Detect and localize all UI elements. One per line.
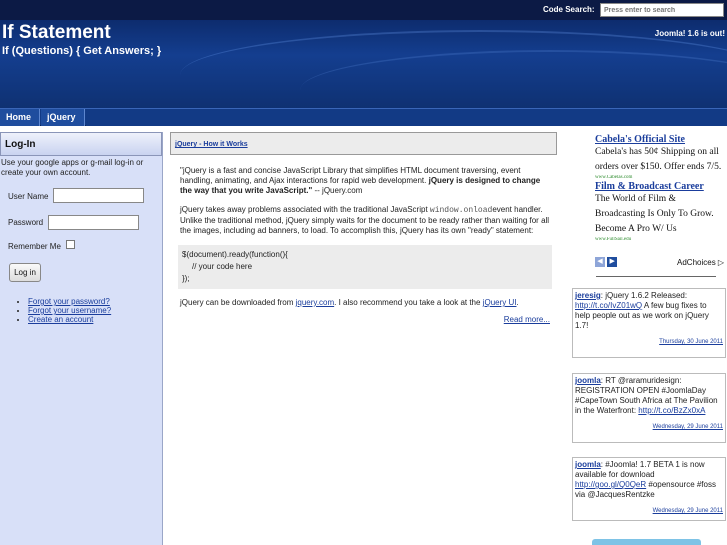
- text-bold: jQuery is designed to change the way that you write JavaScript.": [180, 176, 541, 195]
- nav-item-jquery[interactable]: jQuery: [41, 109, 85, 126]
- tweet-text: #opensource #foss via @JacquesRentzke: [575, 480, 716, 499]
- ad-pager: [595, 256, 617, 267]
- header-news: Joomla! 1.6 is out!: [654, 29, 725, 38]
- text: .: [516, 298, 519, 307]
- login-button[interactable]: Log in: [9, 263, 41, 282]
- follow-button[interactable]: [592, 539, 701, 545]
- adchoices-icon: ▷: [717, 258, 725, 267]
- username-input[interactable]: [53, 188, 144, 203]
- tweet-text: A few bug fixes to help people out as we work on jQuery 1.7!: [575, 301, 709, 330]
- ad-url[interactable]: www.FullSail.edu: [595, 237, 632, 242]
- site-tagline: If (Questions) { Get Answers; }: [2, 45, 162, 57]
- chevron-left-icon[interactable]: ◀: [595, 257, 605, 267]
- remember-me-label: Remember Me: [8, 242, 61, 251]
- tweet-date-link[interactable]: Wednesday, 29 June 2011: [652, 508, 723, 514]
- ad-title-link[interactable]: Cabela's Official Site: [595, 134, 685, 145]
- code-line: // your code here: [192, 262, 253, 271]
- article-paragraph: [180, 298, 550, 308]
- tweet-user-link[interactable]: joomla: [575, 460, 601, 469]
- remember-me-checkbox[interactable]: [66, 240, 75, 249]
- username-label: User Name: [8, 192, 49, 201]
- article-paragraph: [180, 205, 550, 236]
- tweet-text: : RT @raramuridesign: REGISTRATION OPEN #JoomlaDay #CapeTown South Africa at The Pavilion in the Waterfront:: [575, 376, 718, 415]
- forgot-username-link[interactable]: Forgot your username?: [28, 306, 112, 315]
- list-item: [28, 297, 111, 306]
- tweet-text: : #Joomla! 1.7 BETA 1 is now available for download: [575, 460, 705, 479]
- article-header: [170, 132, 557, 155]
- ad-body: The World of Film & Broadcasting Is Only To Grow. Become A Pro W/ Us: [595, 194, 714, 234]
- text: jQuery takes away problems associated with the traditional JavaScript: [180, 205, 430, 214]
- account-links: [18, 297, 111, 324]
- jquery-ui-link[interactable]: jQuery UI: [482, 298, 517, 307]
- password-label: Password: [8, 218, 44, 227]
- code-line: });: [182, 274, 190, 283]
- article-paragraph: [180, 166, 550, 196]
- nav-filler: [86, 109, 727, 126]
- inline-code: window.onload: [429, 206, 493, 215]
- read-more-link[interactable]: Read more...: [503, 315, 550, 324]
- adchoices-link[interactable]: [677, 258, 724, 267]
- site-title[interactable]: If Statement: [2, 22, 111, 43]
- article-body: [180, 166, 550, 325]
- code-block: [178, 245, 552, 289]
- chevron-right-icon[interactable]: ▶: [607, 257, 617, 267]
- tweet-date-link[interactable]: Thursday, 30 June 2011: [659, 339, 723, 345]
- code-line: $(document).ready(function(){: [182, 250, 288, 259]
- tweet-date-link[interactable]: Wednesday, 29 June 2011: [652, 424, 723, 430]
- text: "jQuery is a fast and concise JavaScript Library that simplifies HTML document traversing, event handling, animating, and Ajax interactions for rapid web development.: [180, 166, 521, 185]
- ad-url[interactable]: www.Cabelas.com: [595, 175, 633, 180]
- nav-item-home[interactable]: Home: [0, 109, 40, 126]
- login-sidebar: [0, 132, 163, 545]
- adchoices-label: AdChoices: [677, 258, 716, 267]
- tweet-user-link[interactable]: jeresig: [575, 291, 601, 300]
- main-nav: [0, 108, 727, 126]
- tweet-card: [572, 373, 726, 443]
- code-search-label: Code Search:: [543, 5, 595, 14]
- tweet-text: : jQuery 1.6.2 Released:: [600, 291, 688, 300]
- text: jQuery can be downloaded from: [180, 298, 296, 307]
- jquery-com-link[interactable]: jquery.com: [295, 298, 335, 307]
- text: event handler. Unlike the traditional method, jQuery simply waits for the document to be ready rather than waiting for all the images, including ad banners, to load. To accomplish this, jQuery has its own "ready" statement:: [180, 205, 550, 235]
- tweet-card: [572, 288, 726, 358]
- tweet-user-link[interactable]: joomla: [575, 376, 601, 385]
- ad-title-link[interactable]: Film & Broadcast Career: [595, 181, 704, 192]
- article-title-link[interactable]: jQuery - How it Works: [175, 141, 248, 148]
- ad-unit: [595, 181, 725, 243]
- tweet-link[interactable]: http://goo.gl/Q0QeR: [575, 480, 647, 489]
- ad-unit: [595, 134, 725, 181]
- login-intro: Use your google apps or g-mail log-in or create your own account.: [1, 158, 144, 177]
- code-search-input[interactable]: [600, 3, 724, 17]
- text: . I also recommend you take a look at the: [334, 298, 483, 307]
- tweet-link[interactable]: http://t.co/IvZ01wQ: [575, 301, 643, 310]
- list-item: [28, 315, 111, 324]
- login-heading: Log-In: [0, 132, 162, 156]
- ad-body: Cabela's has 50¢ Shipping on all orders over $150. Offer ends 7/5.: [595, 147, 722, 172]
- tweet-link[interactable]: http://t.co/BzZx0xA: [638, 406, 706, 415]
- create-account-link[interactable]: Create an account: [28, 315, 94, 324]
- top-bar: [0, 0, 727, 20]
- forgot-password-link[interactable]: Forgot your password?: [28, 297, 110, 306]
- text: -- jQuery.com: [312, 186, 363, 195]
- divider: [596, 276, 716, 277]
- site-header: [0, 20, 727, 108]
- list-item: [28, 306, 111, 315]
- tweet-card: [572, 457, 726, 521]
- password-input[interactable]: [48, 215, 139, 230]
- ad-block: [595, 134, 725, 243]
